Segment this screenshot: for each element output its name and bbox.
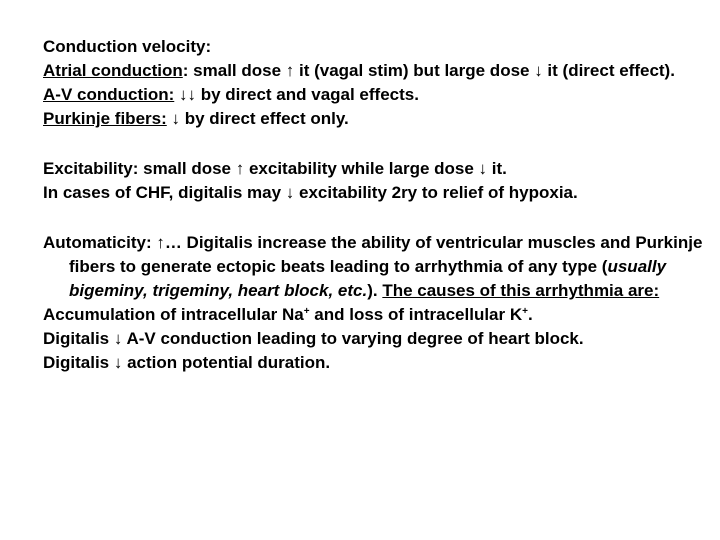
spacer xyxy=(43,205,703,231)
sodium-charge: + xyxy=(303,306,310,317)
spacer xyxy=(43,131,703,157)
cause-accumulation-text-a: Accumulation of intracellular Na xyxy=(43,305,304,324)
atrial-conduction-separator: : xyxy=(182,61,189,80)
excitability-line: Excitability: small dose ↑ excitability while large dose ↓ it. xyxy=(43,159,507,178)
automaticity-text: Automaticity: ↑… Digitalis increase the ability of ventricular muscles and Purkinje fibers to generate ectopic beats leading to arrhythmia of any type ( xyxy=(43,233,703,276)
cause-accumulation-text-b: and loss of intracellular K xyxy=(309,305,523,324)
atrial-conduction-label: Atrial conduction xyxy=(43,61,183,80)
automaticity-paragraph xyxy=(43,231,703,303)
cause-heart-block-line: Digitalis ↓ A-V conduction leading to varying degree of heart block. xyxy=(43,329,584,348)
chf-line: In cases of CHF, digitalis may ↓ excitability 2ry to relief of hypoxia. xyxy=(43,183,578,202)
av-conduction-label: A-V conduction: xyxy=(43,85,175,104)
potassium-charge: + xyxy=(522,306,528,317)
slide-body xyxy=(43,35,703,375)
atrial-conduction-text: small dose ↑ it (vagal stim) but large dose ↓ it (direct effect). xyxy=(188,61,675,80)
conduction-heading: Conduction velocity: xyxy=(43,37,212,56)
av-conduction-line xyxy=(43,83,703,107)
cause-accumulation-line xyxy=(43,303,703,327)
automaticity-after-italic: ). xyxy=(367,281,383,300)
atrial-conduction-line xyxy=(43,59,703,83)
cause-accumulation-text-c: . xyxy=(527,305,533,324)
arrhythmia-examples: usually bigeminy, trigeminy, heart block, etc. xyxy=(69,257,667,300)
purkinje-line xyxy=(43,107,703,131)
purkinje-label: Purkinje fibers: xyxy=(43,109,167,128)
av-conduction-text: ↓↓ by direct and vagal effects. xyxy=(174,85,419,104)
purkinje-text: ↓ by direct effect only. xyxy=(166,109,349,128)
cause-action-potential-line: Digitalis ↓ action potential duration. xyxy=(43,353,331,372)
causes-label: The causes of this arrhythmia are: xyxy=(382,281,660,300)
